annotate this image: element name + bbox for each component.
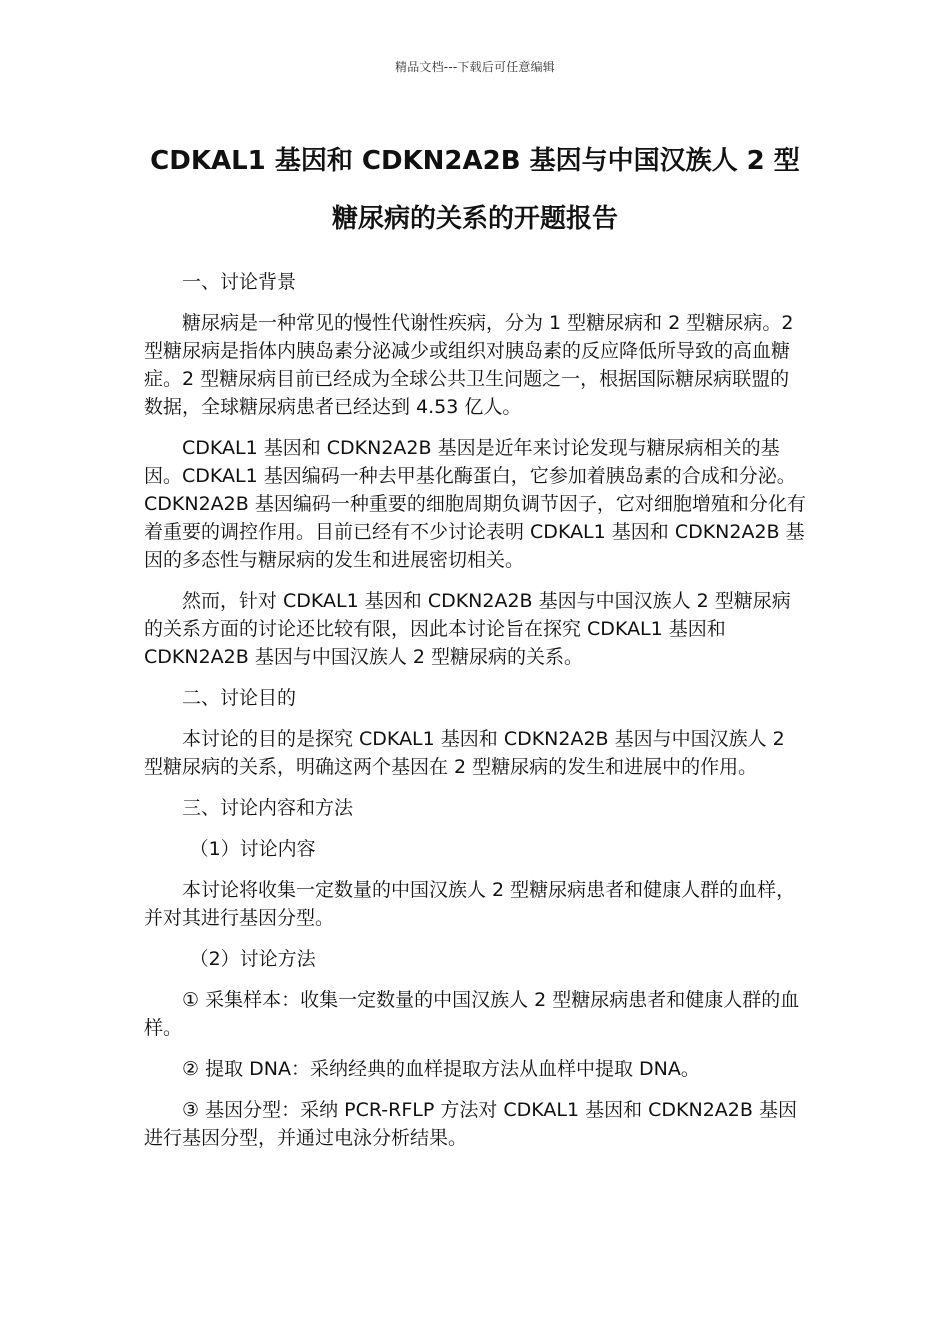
section-heading-background: 一、讨论背景 bbox=[182, 271, 297, 293]
method-step-genotyping: ③ 基因分型：采纳 PCR-RFLP 方法对 CDKAL1 基因和 CDKN2A2B 基因进行基因分型，并通过电泳分析结果。 bbox=[144, 1099, 797, 1149]
section-heading-content-methods: 三、讨论内容和方法 bbox=[182, 797, 354, 819]
method-step-sampling: ① 采集样本：收集一定数量的中国汉族人 2 型糖尿病患者和健康人群的血样。 bbox=[144, 989, 800, 1039]
paragraph-content: 本讨论将收集一定数量的中国汉族人 2 型糖尿病患者和健康人群的血样，并对其进行基因分型。 bbox=[144, 879, 796, 929]
section-heading-purpose: 二、讨论目的 bbox=[182, 687, 297, 709]
title-line-1: CDKAL1 基因和 CDKN2A2B 基因与中国汉族人 2 型 bbox=[150, 146, 800, 176]
subheading-methods: （2）讨论方法 bbox=[189, 948, 316, 970]
paragraph-purpose: 本讨论的目的是探究 CDKAL1 基因和 CDKN2A2B 基因与中国汉族人 2 型糖尿病的关系，明确这两个基因在 2 型糖尿病的发生和进展中的作用。 bbox=[144, 728, 785, 778]
paragraph-diabetes-intro: 糖尿病是一种常见的慢性代谢性疾病，分为 1 型糖尿病和 2 型糖尿病。2 型糖尿病是指体内胰岛素分泌减少或组织对胰岛素的反应降低所导致的高血糖症。2 型糖尿病目前已经成为全球公共卫生问题之一，根据国际糖尿病联盟的数据，全球糖尿病患者已经达到 4.53 亿人。 bbox=[144, 312, 794, 418]
document-title bbox=[120, 132, 830, 248]
document-body bbox=[144, 268, 806, 1165]
paragraph-genes-intro: CDKAL1 基因和 CDKN2A2B 基因是近年来讨论发现与糖尿病相关的基因。CDKAL1 基因编码一种去甲基化酶蛋白，它参加着胰岛素的合成和分泌。CDKN2A2B 基因编码一种重要的细胞周期负调节因子，它对细胞增殖和分化有着重要的调控作用。目前已经有不少讨论表明 CDKAL1 基因和 CDKN2A2B 基因的多态性与糖尿病的发生和进展密切相关。 bbox=[144, 437, 806, 571]
page-header: 精品文档---下载后可任意编辑 bbox=[395, 60, 555, 74]
paragraph-research-gap: 然而，针对 CDKAL1 基因和 CDKN2A2B 基因与中国汉族人 2 型糖尿病的关系方面的讨论还比较有限，因此本讨论旨在探究 CDKAL1 基因和 CDKN2A2B 基因与中国汉族人 2 型糖尿病的关系。 bbox=[144, 590, 791, 668]
subheading-content: （1）讨论内容 bbox=[189, 838, 316, 860]
title-line-2: 糖尿病的关系的开题报告 bbox=[331, 204, 618, 234]
method-step-dna-extraction: ② 提取 DNA：采纳经典的血样提取方法从血样中提取 DNA。 bbox=[182, 1058, 700, 1080]
